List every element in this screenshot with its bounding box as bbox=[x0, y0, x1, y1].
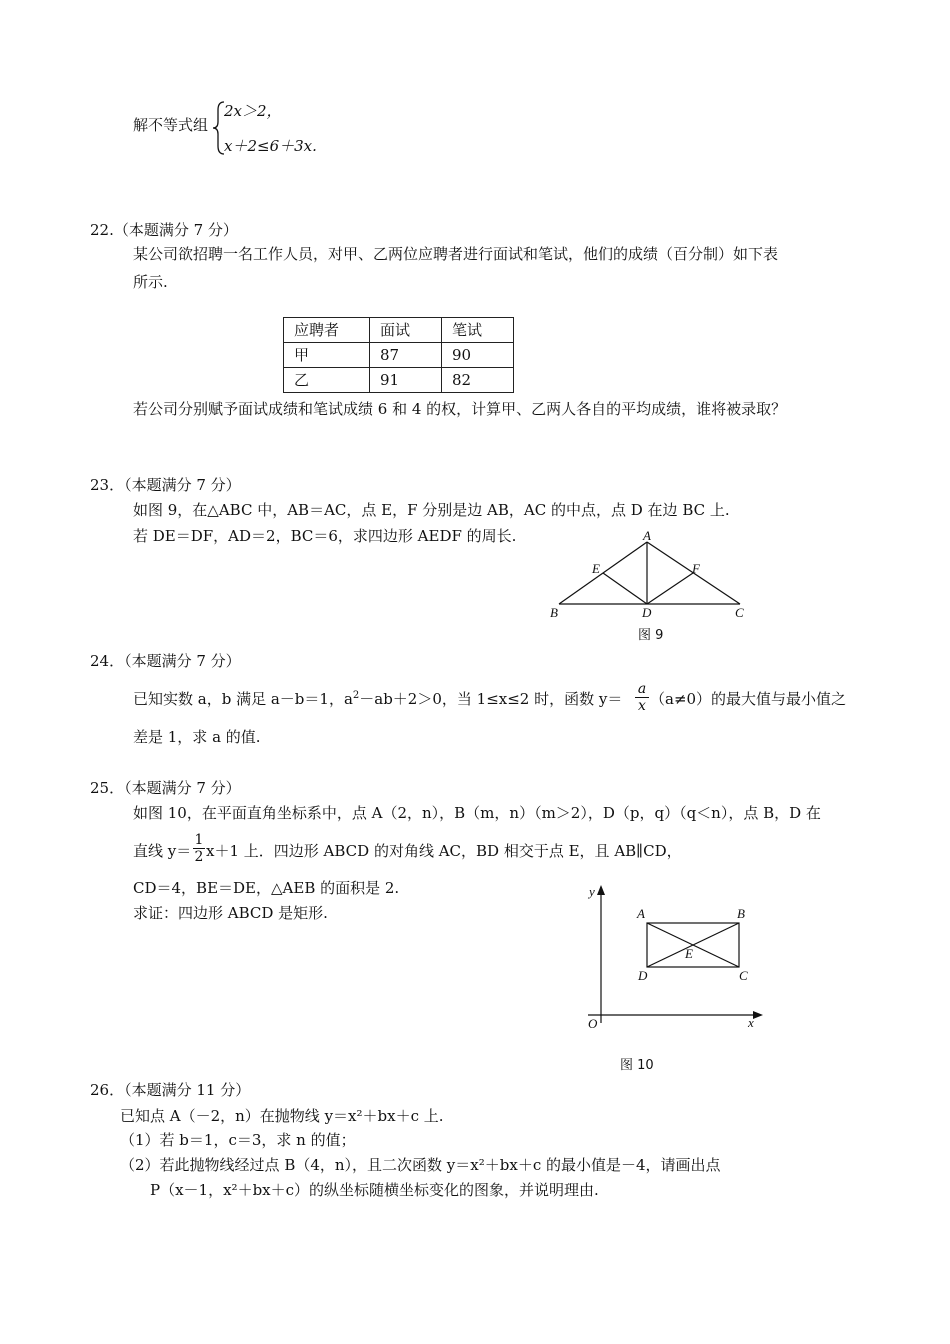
label-x: x bbox=[748, 1015, 754, 1030]
table-row bbox=[284, 343, 514, 368]
label-a: A bbox=[637, 906, 645, 921]
y-axis-arrow-icon bbox=[597, 885, 605, 895]
q25-line-3: CD＝4，BE＝DE，△AEB 的面积是 2. bbox=[133, 879, 400, 897]
table-header-row bbox=[284, 318, 514, 343]
q24-line-1 bbox=[133, 689, 622, 709]
figure-9-caption: 图 9 bbox=[638, 628, 664, 643]
q22-text-2: 所示. bbox=[133, 273, 168, 291]
q24-header: 24．（本题满分 7 分） bbox=[90, 652, 241, 670]
table-cell: 甲 bbox=[284, 343, 370, 368]
q24-text-a: 已知实数 a，b 满足 a－b＝1，a bbox=[133, 690, 353, 708]
table-header-cell: 应聘者 bbox=[284, 318, 370, 343]
q23-header: 23．（本题满分 7 分） bbox=[90, 476, 241, 494]
figure-10-caption: 图 10 bbox=[620, 1058, 654, 1073]
label-b: B bbox=[737, 906, 745, 921]
q21-inequality-2: x＋2≤6＋3x. bbox=[224, 137, 317, 155]
q25-line-1: 如图 10，在平面直角坐标系中，点 A（2，n），B（m，n）（m＞2），D（p，q）（q＜n），点 B，D 在 bbox=[133, 804, 821, 822]
label-a: A bbox=[643, 528, 651, 543]
label-d: D bbox=[638, 968, 648, 983]
label-o: O bbox=[588, 1016, 598, 1031]
q24-line-1-end: （a≠0）的最大值与最小值之 bbox=[650, 690, 847, 708]
q23-line-2: 若 DE＝DF，AD＝2，BC＝6，求四边形 AEDF 的周长. bbox=[133, 527, 517, 545]
segment-fd bbox=[647, 573, 693, 604]
q25-line-2a: 直线 y＝ bbox=[133, 842, 192, 860]
figure-9-triangle bbox=[540, 528, 760, 648]
score-table bbox=[283, 317, 514, 393]
label-b: B bbox=[550, 605, 558, 620]
table-cell: 91 bbox=[370, 368, 442, 393]
table-header-cell: 笔试 bbox=[442, 318, 514, 343]
table-cell: 82 bbox=[442, 368, 514, 393]
q25-fraction bbox=[193, 832, 205, 865]
label-f: F bbox=[692, 561, 700, 576]
q21-lead: 解不等式组 bbox=[133, 116, 209, 134]
q26-line-1: 已知点 A（－2，n）在抛物线 y＝x²＋bx＋c 上. bbox=[120, 1107, 444, 1125]
q26-line-4: P（x－1，x²＋bx＋c）的纵坐标随横坐标变化的图象，并说明理由. bbox=[150, 1181, 599, 1199]
q24-fraction bbox=[635, 681, 649, 714]
q24-text-b: －ab＋2＞0，当 1≤x≤2 时，函数 y＝ bbox=[359, 690, 623, 708]
q22-question: 若公司分别赋予面试成绩和笔试成绩 6 和 4 的权，计算甲、乙两人各自的平均成绩，谁将被录取？ bbox=[133, 400, 787, 418]
q24-superscript: 2 bbox=[352, 690, 360, 701]
q24-fraction-numerator: a bbox=[637, 681, 647, 697]
q26-line-3: （2）若此抛物线经过点 B（4，n），且二次函数 y＝x²＋bx＋c 的最小值是－4，请画出点 bbox=[120, 1156, 721, 1174]
q25-fraction-numerator: 1 bbox=[194, 832, 204, 848]
table-header-cell: 面试 bbox=[370, 318, 442, 343]
q21-inequality-1: 2x＞2， bbox=[224, 102, 282, 120]
q24-fraction-denominator: x bbox=[635, 697, 649, 714]
q23-line-1: 如图 9，在△ABC 中，AB＝AC，点 E，F 分别是边 AB，AC 的中点，点 D 在边 BC 上. bbox=[133, 501, 730, 519]
q25-header: 25．（本题满分 7 分） bbox=[90, 779, 241, 797]
q25-line-2b: x＋1 上．四边形 ABCD 的对角线 AC，BD 相交于点 E，且 AB∥CD， bbox=[206, 842, 682, 860]
q25-fraction-denominator: 2 bbox=[194, 849, 204, 865]
q26-header: 26．（本题满分 11 分） bbox=[90, 1081, 251, 1099]
segment-ed bbox=[603, 573, 647, 604]
label-d: D bbox=[642, 605, 652, 620]
q22-text-1: 某公司欲招聘一名工作人员，对甲、乙两位应聘者进行面试和笔试，他们的成绩（百分制）如下表 bbox=[133, 245, 779, 263]
x-axis-arrow-icon bbox=[753, 1011, 763, 1019]
table-cell: 乙 bbox=[284, 368, 370, 393]
q26-line-2: （1）若 b＝1，c＝3，求 n 的值； bbox=[120, 1131, 356, 1149]
table-row bbox=[284, 368, 514, 393]
label-e: E bbox=[592, 561, 600, 576]
label-e: E bbox=[685, 946, 693, 961]
q25-line-4: 求证：四边形 ABCD 是矩形. bbox=[133, 904, 328, 922]
q22-header: 22.（本题满分 7 分） bbox=[90, 221, 238, 239]
figure-10-coordinate-plane bbox=[578, 880, 778, 1080]
table-cell: 90 bbox=[442, 343, 514, 368]
label-c: C bbox=[735, 605, 744, 620]
q24-line-2: 差是 1，求 a 的值. bbox=[133, 728, 261, 746]
table-cell: 87 bbox=[370, 343, 442, 368]
label-c: C bbox=[739, 968, 748, 983]
label-y: y bbox=[589, 884, 595, 899]
